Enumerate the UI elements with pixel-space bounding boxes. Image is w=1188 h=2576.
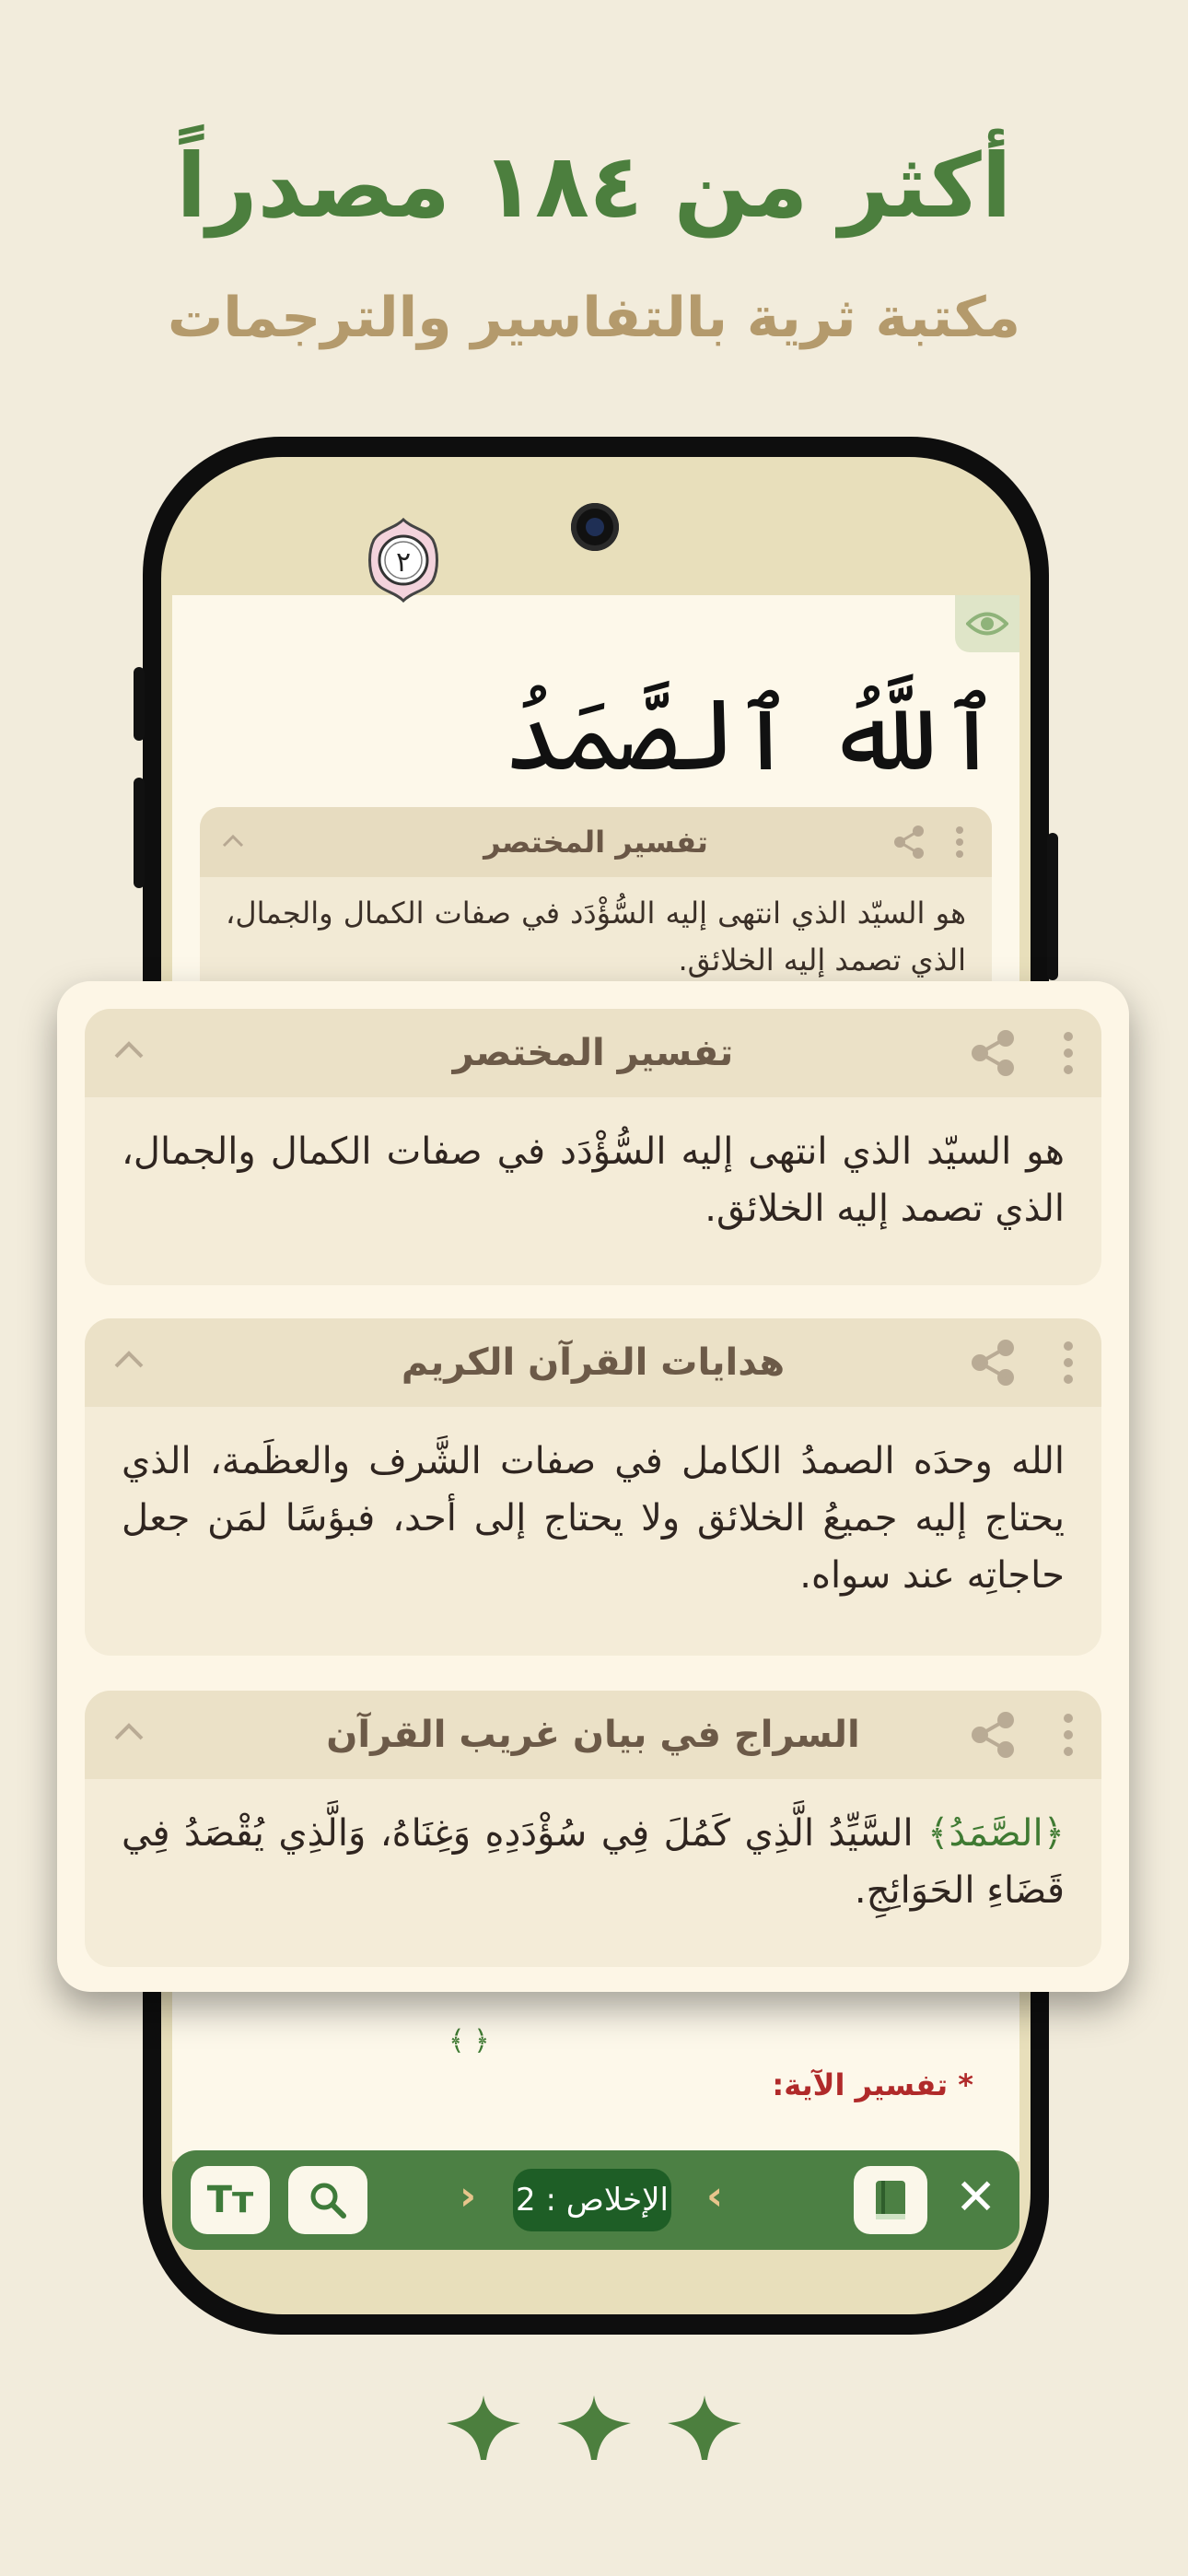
text-size-icon: Tт <box>206 2179 254 2221</box>
ayah-number-marker <box>368 518 438 603</box>
tafsir-card-title: السراج في بيان غريب القرآن <box>326 1714 860 1756</box>
tafsir-card-body: هو السيّد الذي انتهى إليه السُّؤْدَد في صفات الكمال والجمال، الذي تصمد إليه الخلائق. <box>122 1130 1065 1230</box>
chevron-up-icon[interactable] <box>109 1339 149 1379</box>
more-vertical-icon[interactable] <box>1063 1341 1074 1385</box>
tafsir-card-text: السَّيِّدُ الَّذِي كَمُلَ فِي سُؤْدَدِهِ وَغِنَاهُ، وَالَّذِي يُقْصَدُ فِي قَضَاءِ الحَوَائِجِ. <box>122 1812 1065 1912</box>
more-vertical-icon[interactable] <box>1063 1713 1074 1757</box>
prev-ayah-button[interactable]: ‹ <box>460 2172 477 2219</box>
promo-headline: أكثر من ١٨٤ مصدراً <box>176 135 1012 238</box>
tafsir-section-label: * تفسير الآية: <box>772 2067 973 2102</box>
tafsir-card <box>85 1318 1101 1656</box>
front-camera <box>571 503 619 551</box>
verse-text[interactable]: ٱللَّهُ ٱلصَّمَدُ <box>503 678 1001 793</box>
background-card-header <box>200 807 992 877</box>
search-icon <box>308 2180 348 2220</box>
more-vertical-icon[interactable] <box>1063 1031 1074 1075</box>
tafsir-card <box>85 1691 1101 1967</box>
bottom-toolbar <box>172 2150 1019 2250</box>
tafsir-popup <box>57 981 1129 1992</box>
chevron-up-icon[interactable] <box>109 1029 149 1070</box>
ornament-icon <box>433 2386 755 2469</box>
more-vertical-icon[interactable] <box>955 825 964 859</box>
phone-side-button <box>134 778 145 888</box>
quran-word-highlight: ﴿الصَّمَدُ﴾ <box>927 1812 1065 1855</box>
share-icon[interactable] <box>891 824 927 861</box>
ayah-number: ٢ <box>395 546 412 579</box>
promo-subheadline: مكتبة ثرية بالتفاسير والترجمات <box>168 286 1020 350</box>
share-icon[interactable] <box>967 1337 1019 1388</box>
next-ayah-button[interactable]: › <box>706 2172 724 2219</box>
tafsir-card <box>85 1009 1101 1285</box>
eye-icon[interactable] <box>955 595 1019 652</box>
phone-side-button <box>1047 833 1058 980</box>
book-button[interactable] <box>854 2166 927 2234</box>
chevron-up-icon[interactable] <box>220 831 246 849</box>
surah-ayah-indicator[interactable]: الإخلاص : 2 <box>513 2169 671 2231</box>
tafsir-card-body: الله وحدَه الصمدُ الكامل في صفات الشَّرف والعظَمة، الذي يحتاج إليه جميعُ الخلائق ولا يحتاج إلى أحد، فبؤسًا لمَن جعل حاجاتِه عند سواه. <box>122 1440 1065 1597</box>
close-icon[interactable]: ✕ <box>955 2168 997 2226</box>
share-icon[interactable] <box>967 1709 1019 1761</box>
tafsir-card-header[interactable] <box>85 1691 1101 1779</box>
lower-verse-fragment: ﴿ ﴾ <box>448 2025 490 2057</box>
tafsir-card-header[interactable] <box>85 1318 1101 1407</box>
tafsir-card-body <box>85 1779 1101 1947</box>
background-card-title: تفسير المختصر <box>483 825 708 860</box>
search-button[interactable] <box>288 2166 367 2234</box>
tafsir-card-title: هدايات القرآن الكريم <box>401 1341 786 1384</box>
chevron-up-icon[interactable] <box>109 1711 149 1751</box>
text-size-button[interactable] <box>191 2166 270 2234</box>
share-icon[interactable] <box>967 1027 1019 1079</box>
book-icon <box>870 2177 911 2223</box>
phone-side-button <box>134 667 145 741</box>
tafsir-card-header[interactable] <box>85 1009 1101 1097</box>
tafsir-card-title: تفسير المختصر <box>452 1032 734 1074</box>
background-card-body: هو السيّد الذي انتهى إليه السُّؤْدَد في صفات الكمال والجمال، الذي تصمد إليه الخلائق. <box>226 896 966 978</box>
